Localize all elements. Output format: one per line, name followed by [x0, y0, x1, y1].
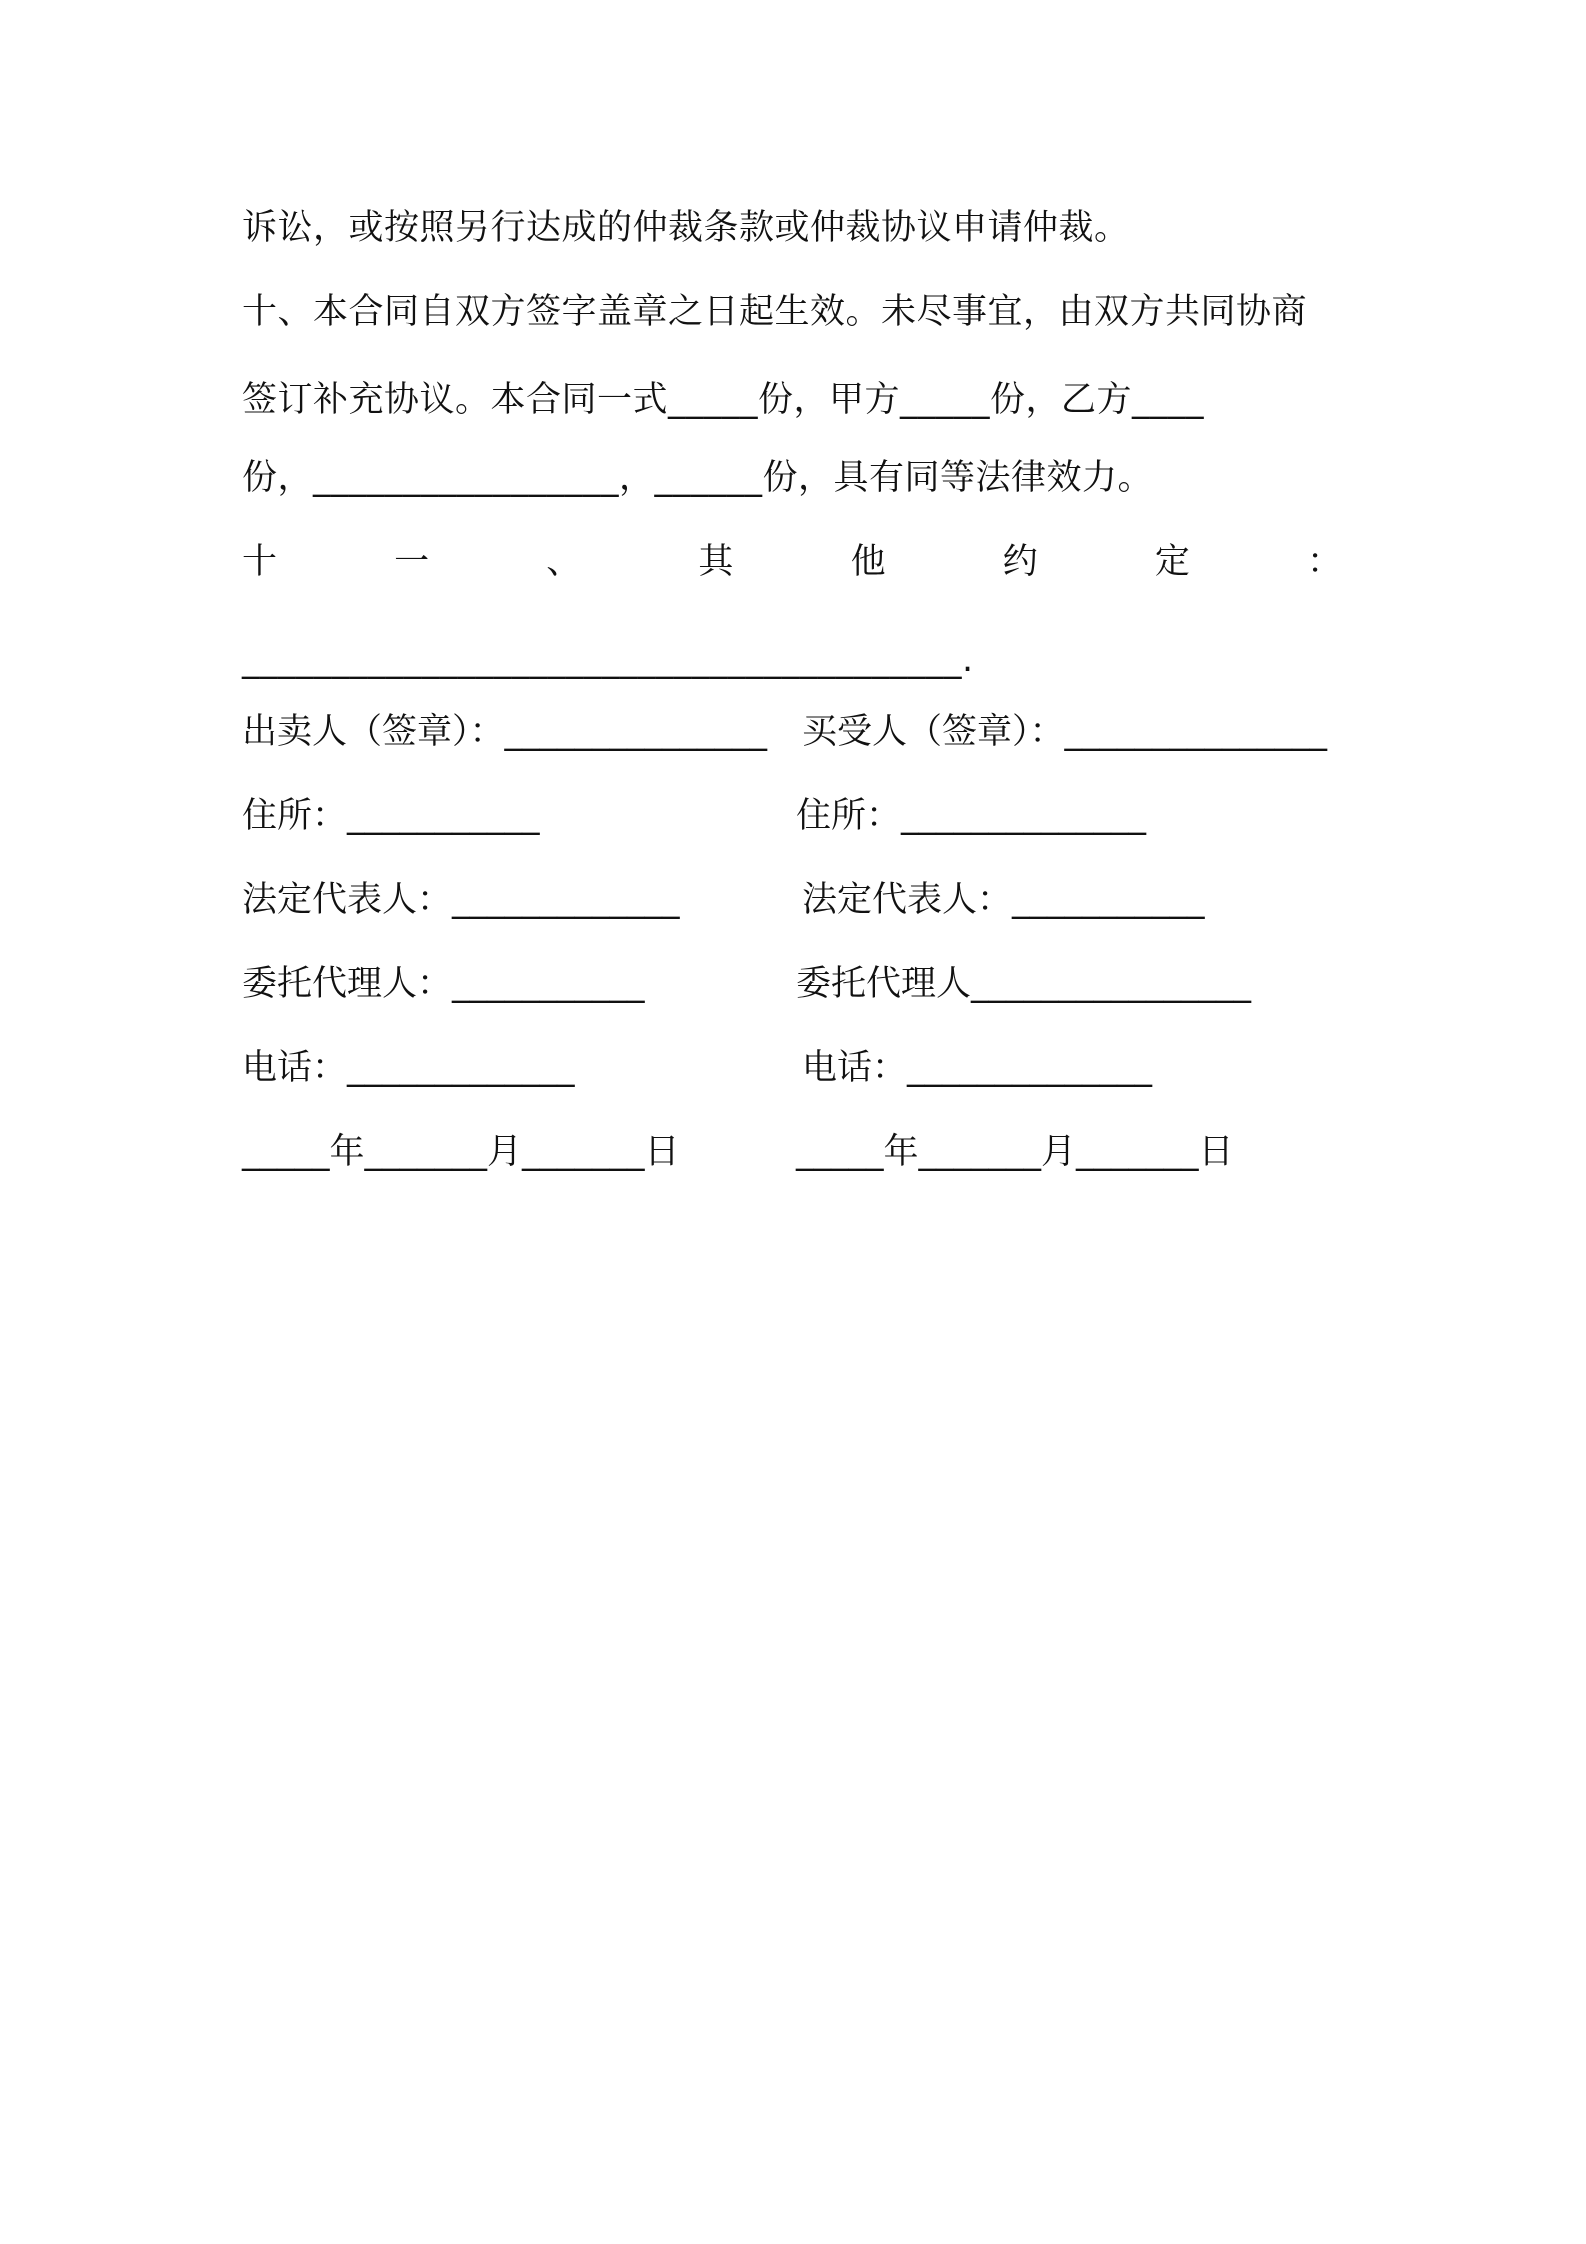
buyer-agent-field: 委托代理人________________: [796, 964, 1252, 1004]
buyer-legal-rep-field: 法定代表人：___________: [802, 880, 1205, 920]
clause-11-char: 他: [850, 542, 886, 582]
seller-signature-field: 出卖人（签章）：_______________: [242, 712, 768, 752]
paragraph-copies: 签订补充协议。本合同一式_____份，甲方_____份，乙方____: [242, 380, 1205, 420]
seller-agent-field: 委托代理人：___________: [242, 964, 645, 1004]
buyer-date-field: _____年_______月_______日: [796, 1132, 1234, 1172]
clause-11-char: ：: [1306, 542, 1342, 582]
clause-11-char: 其: [698, 542, 734, 582]
paragraph-arbitration: 诉讼，或按照另行达成的仲裁条款或仲裁协议申请仲裁。: [242, 208, 1130, 248]
clause-11-char: 定: [1154, 542, 1190, 582]
paragraph-legal-effect: 份，_________________，______份，具有同等法律效力。: [242, 458, 1154, 498]
seller-legal-rep-field: 法定代表人：_____________: [242, 880, 680, 920]
clause-11-char: 十: [242, 542, 278, 582]
other-agreements-blank: ________________________________________.: [242, 640, 974, 680]
seller-address-field: 住所：___________: [242, 796, 540, 836]
buyer-phone-field: 电话：______________: [802, 1048, 1153, 1088]
seller-date-field: _____年_______月_______日: [242, 1132, 680, 1172]
buyer-address-field: 住所：______________: [796, 796, 1147, 836]
clause-11-char: 、: [546, 542, 582, 582]
seller-phone-field: 电话：_____________: [242, 1048, 575, 1088]
paragraph-clause-10: 十、本合同自双方签字盖章之日起生效。未尽事宜，由双方共同协商: [242, 292, 1308, 332]
clause-11-heading: [242, 540, 1342, 584]
clause-11-char: 一: [394, 542, 430, 582]
clause-11-char: 约: [1002, 542, 1038, 582]
buyer-signature-field: 买受人（签章）：_______________: [802, 712, 1328, 752]
